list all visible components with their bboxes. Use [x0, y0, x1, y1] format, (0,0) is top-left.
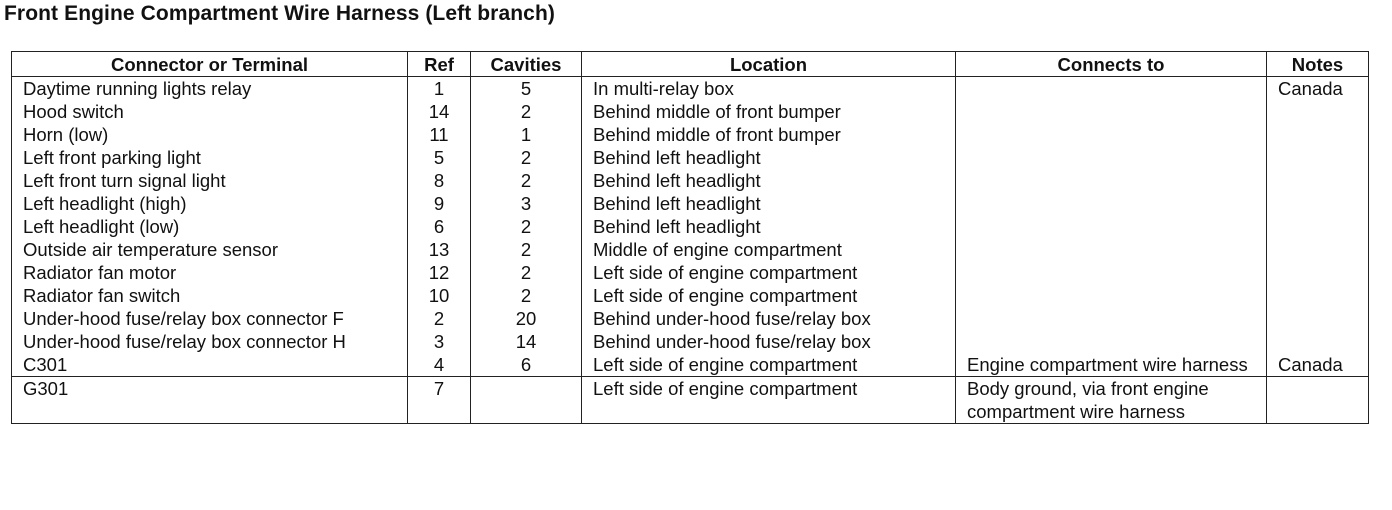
cell-ref: 12 — [408, 261, 471, 284]
cell-connector: Horn (low) — [12, 123, 408, 146]
cell-connector: Under-hood fuse/relay box connector F — [12, 307, 408, 330]
table-row — [12, 77, 1369, 101]
cell-connector: Radiator fan switch — [12, 284, 408, 307]
cell-cavities: 20 — [471, 307, 582, 330]
cell-connects-to: Body ground, via front engine compartment wire harness — [956, 377, 1267, 424]
cell-connects-to — [956, 146, 1267, 169]
cell-connects-to — [956, 100, 1267, 123]
cell-connects-to — [956, 284, 1267, 307]
cell-location: Behind under-hood fuse/relay box — [582, 307, 956, 330]
cell-connects-to — [956, 330, 1267, 353]
table-row — [12, 284, 1369, 307]
cell-connects-to — [956, 77, 1267, 101]
cell-ref: 6 — [408, 215, 471, 238]
cell-connects-to: Engine compartment wire harness — [956, 353, 1267, 377]
cell-location: Left side of engine compartment — [582, 377, 956, 424]
cell-connector: Left headlight (low) — [12, 215, 408, 238]
cell-notes — [1267, 215, 1369, 238]
cell-ref: 7 — [408, 377, 471, 424]
cell-cavities: 2 — [471, 146, 582, 169]
cell-connector: Left front turn signal light — [12, 169, 408, 192]
cell-ref: 14 — [408, 100, 471, 123]
cell-connector: Left headlight (high) — [12, 192, 408, 215]
cell-notes — [1267, 123, 1369, 146]
cell-notes — [1267, 100, 1369, 123]
cell-cavities: 2 — [471, 238, 582, 261]
cell-notes — [1267, 238, 1369, 261]
cell-ref: 3 — [408, 330, 471, 353]
cell-connects-to — [956, 261, 1267, 284]
cell-cavities: 3 — [471, 192, 582, 215]
cell-connects-to — [956, 123, 1267, 146]
cell-connector: G301 — [12, 377, 408, 424]
cell-notes: Canada — [1267, 353, 1369, 377]
column-header-cavities: Cavities — [471, 52, 582, 77]
table-header-row — [12, 52, 1369, 77]
cell-cavities: 5 — [471, 77, 582, 101]
cell-location: Left side of engine compartment — [582, 284, 956, 307]
cell-notes — [1267, 307, 1369, 330]
column-header-connects-to: Connects to — [956, 52, 1267, 77]
table-row — [12, 123, 1369, 146]
cell-ref: 13 — [408, 238, 471, 261]
cell-location: Left side of engine compartment — [582, 353, 956, 377]
cell-cavities: 6 — [471, 353, 582, 377]
cell-ref: 10 — [408, 284, 471, 307]
cell-location: Behind left headlight — [582, 192, 956, 215]
cell-notes — [1267, 284, 1369, 307]
cell-ref: 1 — [408, 77, 471, 101]
table-row — [12, 238, 1369, 261]
table-row — [12, 353, 1369, 377]
column-header-notes: Notes — [1267, 52, 1369, 77]
cell-notes — [1267, 261, 1369, 284]
column-header-ref: Ref — [408, 52, 471, 77]
cell-cavities: 2 — [471, 261, 582, 284]
table-row — [12, 192, 1369, 215]
cell-cavities — [471, 377, 582, 424]
cell-connector: Outside air temperature sensor — [12, 238, 408, 261]
cell-ref: 8 — [408, 169, 471, 192]
cell-connector: Hood switch — [12, 100, 408, 123]
table-row — [12, 307, 1369, 330]
table-row — [12, 215, 1369, 238]
table-body — [12, 77, 1369, 424]
cell-cavities: 1 — [471, 123, 582, 146]
cell-cavities: 2 — [471, 284, 582, 307]
table-row — [12, 330, 1369, 353]
cell-notes — [1267, 146, 1369, 169]
cell-notes — [1267, 377, 1369, 424]
column-header-connector: Connector or Terminal — [12, 52, 408, 77]
cell-location: Middle of engine compartment — [582, 238, 956, 261]
table-row — [12, 146, 1369, 169]
cell-location: Behind middle of front bumper — [582, 123, 956, 146]
cell-notes — [1267, 169, 1369, 192]
cell-notes: Canada — [1267, 77, 1369, 101]
cell-cavities: 2 — [471, 169, 582, 192]
table-row — [12, 169, 1369, 192]
cell-connects-to — [956, 169, 1267, 192]
cell-ref: 11 — [408, 123, 471, 146]
cell-location: Behind under-hood fuse/relay box — [582, 330, 956, 353]
cell-location: Behind middle of front bumper — [582, 100, 956, 123]
cell-connects-to — [956, 192, 1267, 215]
cell-connects-to — [956, 307, 1267, 330]
cell-connector: C301 — [12, 353, 408, 377]
cell-ref: 4 — [408, 353, 471, 377]
column-header-location: Location — [582, 52, 956, 77]
table-row — [12, 100, 1369, 123]
cell-connector: Left front parking light — [12, 146, 408, 169]
cell-location: Behind left headlight — [582, 146, 956, 169]
page-title: Front Engine Compartment Wire Harness (Left branch) — [4, 2, 555, 25]
table-row — [12, 377, 1369, 424]
cell-connects-to — [956, 238, 1267, 261]
connector-table — [11, 51, 1369, 424]
cell-connector: Daytime running lights relay — [12, 77, 408, 101]
table-row — [12, 261, 1369, 284]
cell-connector: Radiator fan motor — [12, 261, 408, 284]
cell-connects-to — [956, 215, 1267, 238]
cell-notes — [1267, 192, 1369, 215]
cell-cavities: 14 — [471, 330, 582, 353]
cell-connector: Under-hood fuse/relay box connector H — [12, 330, 408, 353]
cell-cavities: 2 — [471, 215, 582, 238]
cell-location: Left side of engine compartment — [582, 261, 956, 284]
cell-ref: 2 — [408, 307, 471, 330]
cell-ref: 9 — [408, 192, 471, 215]
cell-notes — [1267, 330, 1369, 353]
cell-location: Behind left headlight — [582, 169, 956, 192]
cell-ref: 5 — [408, 146, 471, 169]
cell-location: In multi-relay box — [582, 77, 956, 101]
cell-location: Behind left headlight — [582, 215, 956, 238]
cell-cavities: 2 — [471, 100, 582, 123]
